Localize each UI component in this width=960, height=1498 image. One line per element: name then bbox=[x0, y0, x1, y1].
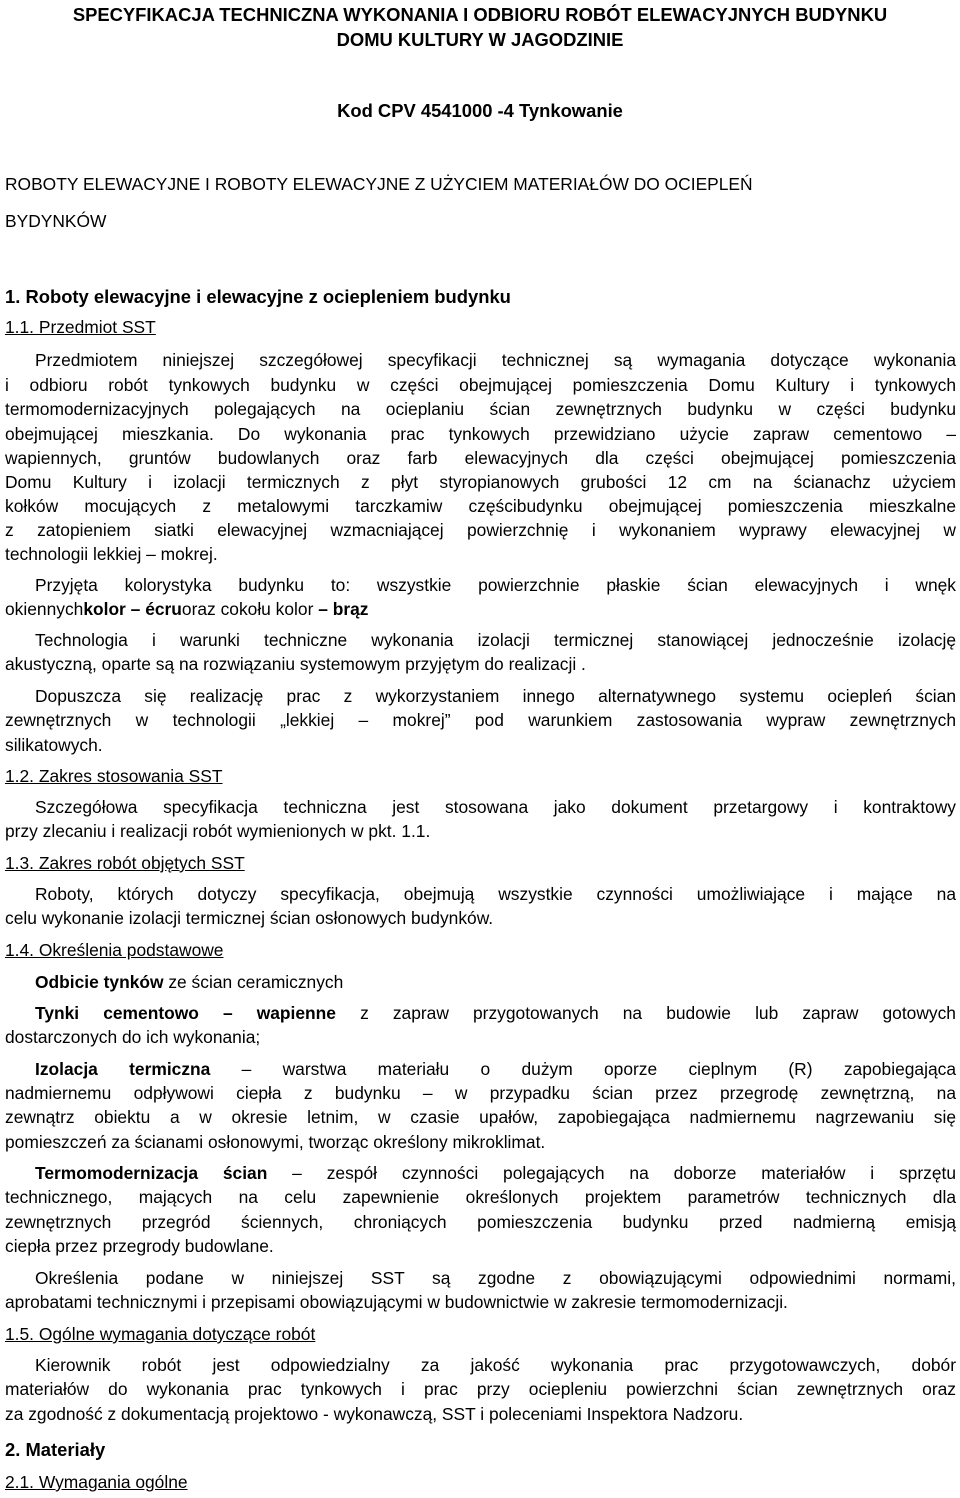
p5-line-1: Szczegółowa specyfikacja techniczna jest stosowana jako dokument przetargowy i kontraktowy bbox=[35, 797, 956, 817]
def-4-term: Termomodernizacja ścian bbox=[35, 1163, 268, 1183]
p3-line-2: akustyczną, oparte są na rozwiązaniu systemowym przyjętym do realizacji . bbox=[5, 654, 586, 674]
section-1-5-heading: 1.5. Ogólne wymagania dotyczące robót bbox=[5, 1324, 316, 1344]
def-2-line-2: dostarczonych do ich wykonania; bbox=[5, 1027, 261, 1047]
def-1-term: Odbicie tynków bbox=[35, 972, 164, 992]
def-3-text: – warstwa materiału o dużym oporze cieplnym (R) zapobiegająca bbox=[210, 1059, 956, 1079]
def-4-text: – zespół czynności polegających na doborze materiałów i sprzętu bbox=[267, 1163, 956, 1183]
p3-line-1: Technologia i warunki techniczne wykonania izolacji termicznej stanowiącej jednocześnie izolację bbox=[35, 630, 956, 650]
def-4-line-4: ciepła przez przegrody budowlane. bbox=[5, 1236, 274, 1256]
section-1-2-heading: 1.2. Zakres stosowania SST bbox=[5, 766, 223, 786]
p1-line-4: obejmującej mieszkania. Do wykonania prac tynkowych przewidziano użycie zapraw cementowo – bbox=[5, 424, 956, 444]
p6-line-1: Roboty, których dotyczy specyfikacja, obejmują wszystkie czynności umożliwiające i mające na bbox=[35, 884, 956, 904]
p4-line-3: silikatowych. bbox=[5, 735, 103, 755]
p2-dash-1: – bbox=[125, 599, 146, 619]
p4-line-1: Dopuszcza się realizację prac z wykorzystaniem innego alternatywnego systemu ociepleń ścian bbox=[35, 686, 956, 706]
def-3-line-2: nadmiernemu odpływowi ciepła z budynku – w przypadku ścian przez przegrodę zewnętrzną, na bbox=[5, 1083, 956, 1103]
p2-dash-2: – bbox=[318, 599, 333, 619]
def-3-line-1 bbox=[35, 1061, 956, 1078]
section-1-heading: 1. Roboty elewacyjne i elewacyjne z ociepleniem budynku bbox=[5, 286, 511, 307]
p8-line-2: materiałów do wykonania prac tynkowych i prac przy ociepleniu powierzchni ścian zewnętrznych oraz bbox=[5, 1379, 956, 1399]
cpv-code: Kod CPV 4541000 -4 Tynkowanie bbox=[337, 100, 623, 121]
def-4-line-1 bbox=[35, 1165, 956, 1182]
p1-line-5: wapiennych, gruntów budowlanych oraz farb elewacyjnych dla części obejmującej pomieszczenia bbox=[5, 448, 956, 468]
p1-line-2: i odbioru robót tynkowych budynku w części obejmującej pomieszczenia Domu Kultury i tynkowych bbox=[5, 375, 956, 395]
def-2-term: Tynki cementowo – wapienne bbox=[35, 1003, 336, 1023]
def-2-text: z zapraw przygotowanych na budowie lub zapraw gotowych bbox=[335, 1003, 956, 1023]
scope-heading-line-2: BYDYNKÓW bbox=[5, 211, 107, 231]
p2-line-2 bbox=[5, 601, 369, 618]
p1-line-1: Przedmiotem niniejszej szczegółowej specyfikacji technicznej są wymagania dotyczące wykonania bbox=[35, 350, 956, 370]
p2-text-e: oraz cokołu kolor bbox=[181, 599, 319, 619]
p1-line-9: technologii lekkiej – mokrej. bbox=[5, 544, 218, 564]
p2-color-braz: brąz bbox=[332, 599, 369, 619]
p2-color-ecru: écru bbox=[145, 599, 182, 619]
p1-line-8: z zatopieniem siatki elewacyjnej wzmacniającej powierzchnię i wykonaniem wyprawy elewacyjnej w bbox=[5, 520, 956, 540]
p1-line-3: termomodernizacyjnych polegających na ocieplaniu ścian zewnętrznych budynku w części budynku bbox=[5, 399, 956, 419]
def-1-text: ze ścian ceramicznych bbox=[163, 972, 344, 992]
section-2-1-heading: 2.1. Wymagania ogólne bbox=[5, 1472, 188, 1492]
p2-line-1: Przyjęta kolorystyka budynku to: wszystkie powierzchnie płaskie ścian elewacyjnych i wnęk bbox=[35, 575, 956, 595]
document-title-line-1: SPECYFIKACJA TECHNICZNA WYKONANIA I ODBIORU ROBÓT ELEWACYJNYCH BUDYNKU bbox=[72, 4, 888, 25]
p2-text-a: okiennych bbox=[5, 599, 84, 619]
p4-line-2: zewnętrznych w technologii „lekkiej – mokrej” pod warunkiem zastosowania wypraw zewnętrznych bbox=[5, 710, 956, 730]
p8-line-3: za zgodność z dokumentacją projektowo - wykonawczą, SST i poleceniami Inspektora Nadzoru. bbox=[5, 1404, 744, 1424]
p5-line-2: przy zlecaniu i realizacji robót wymienionych w pkt. 1.1. bbox=[5, 821, 431, 841]
p7-line-1: Określenia podane w niniejszej SST są zgodne z obowiązującymi odpowiednimi normami, bbox=[35, 1268, 956, 1288]
p7-line-2: aprobatami technicznymi i przepisami obowiązującymi w budownictwie w zakresie termomodernizacji. bbox=[5, 1292, 788, 1312]
section-1-4-heading: 1.4. Określenia podstawowe bbox=[5, 940, 224, 960]
def-3-line-4: pomieszczeń za ścianami osłonowymi, tworząc określony mikroklimat. bbox=[5, 1132, 546, 1152]
section-1-3-heading: 1.3. Zakres robót objętych SST bbox=[5, 853, 245, 873]
p1-line-7: kołków mocujących z metalowymi tarczkamiw częścibudynku obejmującej pomieszczenia mieszkalne bbox=[5, 496, 956, 516]
def-3-line-3: zewnątrz obiektu a w okresie letnim, w czasie upałów, zapobiegająca nadmiernemu nagrzewaniu się bbox=[5, 1107, 956, 1127]
def-3-term: Izolacja termiczna bbox=[35, 1059, 211, 1079]
section-2-heading: 2. Materiały bbox=[5, 1439, 106, 1460]
p1-line-6: Domu Kultury i izolacji termicznych z płyt styropianowych grubości 12 cm na ścianachz użyciem bbox=[5, 472, 956, 492]
def-2-line-1 bbox=[35, 1005, 956, 1022]
def-4-line-2: technicznego, mających na celu zapewnienie określonych projektem parametrów technicznych dla bbox=[5, 1187, 956, 1207]
p2-color-kolor: kolor bbox=[83, 599, 126, 619]
document-title-line-2: DOMU KULTURY W JAGODZINIE bbox=[336, 29, 624, 50]
def-4-line-3: zewnętrznych przegród ściennych, chroniących pomieszczenia budynku przed nadmierną emisją bbox=[5, 1212, 956, 1232]
p6-line-2: celu wykonanie izolacji termicznej ścian osłonowych budynków. bbox=[5, 908, 494, 928]
section-1-1-heading: 1.1. Przedmiot SST bbox=[5, 317, 156, 337]
scope-heading-line-1: ROBOTY ELEWACYJNE I ROBOTY ELEWACYJNE Z UŻYCIEM MATERIAŁÓW DO OCIEPLEŃ bbox=[5, 174, 753, 194]
p8-line-1: Kierownik robót jest odpowiedzialny za jakość wykonania prac przygotowawczych, dobór bbox=[35, 1355, 956, 1375]
def-1 bbox=[35, 974, 343, 991]
